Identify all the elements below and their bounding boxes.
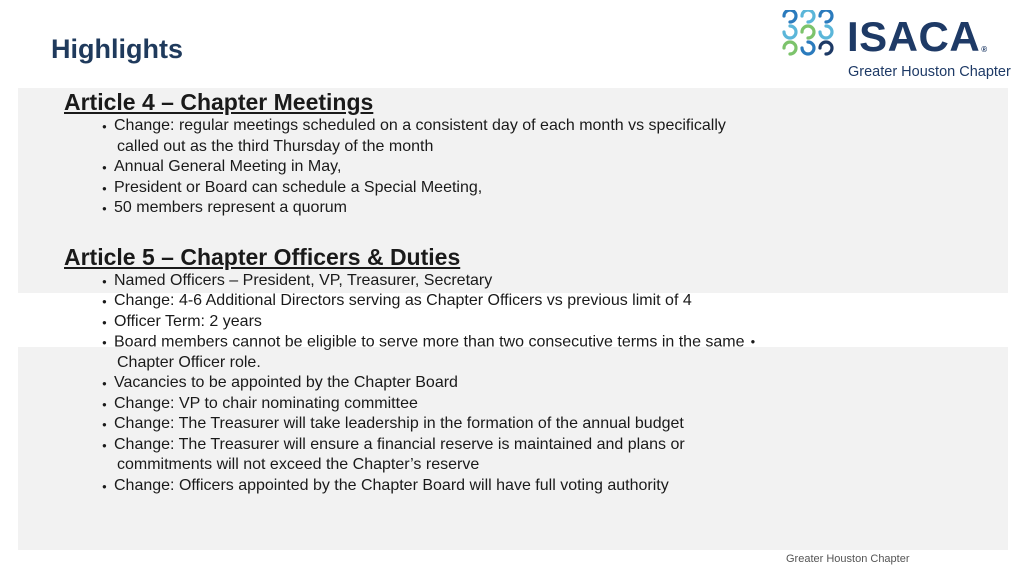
bullet-item: ● Vacancies to be appointed by the Chapter Board [102, 373, 964, 394]
bullet-item: ● Annual General Meeting in May, [102, 157, 964, 178]
slide-content [64, 88, 964, 496]
isaca-logo-mark-icon [780, 10, 836, 66]
footer-text: Greater Houston Chapter [786, 553, 910, 565]
bullet-item: ● Change: The Treasurer will ensure a financial reserve is maintained and plans or commitments will not exceed the Chapter’s reserve [102, 435, 964, 476]
bullet-list [64, 116, 964, 219]
section-heading: Article 5 – Chapter Officers & Duties [64, 243, 461, 270]
isaca-logo [780, 10, 1012, 82]
slide-title: Highlights [51, 34, 183, 64]
bullet-item: ● Change: Officers appointed by the Chapter Board will have full voting authority [102, 476, 964, 497]
bullet-item: ● President or Board can schedule a Special Meeting, [102, 178, 964, 199]
logo-subtitle: Greater Houston Chapter [848, 64, 1011, 80]
section-article-5 [64, 243, 964, 497]
bullet-item: ● Officer Term: 2 years [102, 312, 964, 333]
logo-wordmark: ISACA® [847, 13, 988, 60]
trailing-bullet: ● [750, 337, 756, 346]
bullet-item: ● Change: VP to chair nominating committee [102, 394, 964, 415]
bullet-item: ● Board members cannot be eligible to serve more than two consecutive terms in the same ● Chapter Officer role. [102, 332, 964, 373]
bullet-item: ● Change: The Treasurer will take leadership in the formation of the annual budget [102, 414, 964, 435]
bullet-list [64, 271, 964, 497]
bullet-item: ● Named Officers – President, VP, Treasurer, Secretary [102, 271, 964, 292]
section-article-4 [64, 88, 964, 219]
bullet-item: ● Change: 4-6 Additional Directors serving as Chapter Officers vs previous limit of 4 [102, 291, 964, 312]
bullet-item: ● 50 members represent a quorum [102, 198, 964, 219]
bullet-item: ● Change: regular meetings scheduled on a consistent day of each month vs specifically called out as the third Thursday of the month [102, 116, 964, 157]
section-heading: Article 4 – Chapter Meetings [64, 89, 374, 115]
